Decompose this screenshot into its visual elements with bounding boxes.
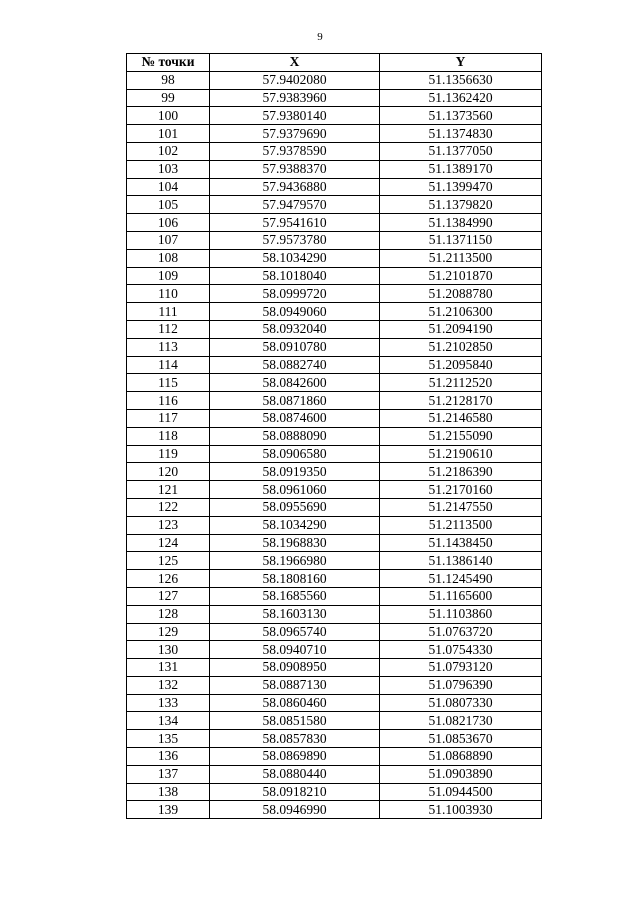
cell-y: 51.0754330 — [380, 641, 542, 659]
table-row — [127, 249, 542, 267]
cell-y: 51.0903890 — [380, 765, 542, 783]
cell-x: 58.0910780 — [210, 338, 380, 356]
table-row — [127, 285, 542, 303]
cell-y: 51.2113500 — [380, 516, 542, 534]
cell-y: 51.1103860 — [380, 605, 542, 623]
table-row — [127, 605, 542, 623]
cell-y: 51.2155090 — [380, 427, 542, 445]
table-row — [127, 267, 542, 285]
cell-point-number: 125 — [127, 552, 210, 570]
table-row — [127, 801, 542, 819]
cell-point-number: 121 — [127, 481, 210, 499]
cell-point-number: 98 — [127, 71, 210, 89]
coordinates-table — [126, 53, 542, 819]
cell-x: 58.0887130 — [210, 676, 380, 694]
table-row — [127, 427, 542, 445]
cell-point-number: 100 — [127, 107, 210, 125]
table-row — [127, 196, 542, 214]
cell-y: 51.1386140 — [380, 552, 542, 570]
cell-y: 51.0796390 — [380, 676, 542, 694]
cell-y: 51.0944500 — [380, 783, 542, 801]
table-row — [127, 765, 542, 783]
cell-y: 51.1377050 — [380, 142, 542, 160]
cell-point-number: 114 — [127, 356, 210, 374]
cell-x: 58.0965740 — [210, 623, 380, 641]
cell-point-number: 134 — [127, 712, 210, 730]
cell-point-number: 124 — [127, 534, 210, 552]
cell-x: 58.0888090 — [210, 427, 380, 445]
table-row — [127, 374, 542, 392]
cell-point-number: 109 — [127, 267, 210, 285]
cell-point-number: 122 — [127, 498, 210, 516]
cell-point-number: 118 — [127, 427, 210, 445]
cell-y: 51.2147550 — [380, 498, 542, 516]
cell-point-number: 139 — [127, 801, 210, 819]
table-row — [127, 89, 542, 107]
cell-point-number: 99 — [127, 89, 210, 107]
cell-point-number: 137 — [127, 765, 210, 783]
header-point-number: № точки — [127, 54, 210, 72]
cell-x: 58.0999720 — [210, 285, 380, 303]
cell-x: 58.0955690 — [210, 498, 380, 516]
table-row — [127, 641, 542, 659]
cell-point-number: 117 — [127, 409, 210, 427]
cell-point-number: 131 — [127, 659, 210, 677]
cell-y: 51.0807330 — [380, 694, 542, 712]
cell-y: 51.0793120 — [380, 659, 542, 677]
table-row — [127, 356, 542, 374]
cell-x: 58.0874600 — [210, 409, 380, 427]
table-row — [127, 659, 542, 677]
cell-y: 51.1165600 — [380, 587, 542, 605]
cell-x: 58.0857830 — [210, 730, 380, 748]
table-row — [127, 445, 542, 463]
cell-point-number: 110 — [127, 285, 210, 303]
table-row — [127, 694, 542, 712]
cell-point-number: 119 — [127, 445, 210, 463]
cell-x: 58.1603130 — [210, 605, 380, 623]
cell-x: 57.9436880 — [210, 178, 380, 196]
table-row — [127, 71, 542, 89]
cell-y: 51.0853670 — [380, 730, 542, 748]
cell-point-number: 116 — [127, 392, 210, 410]
cell-y: 51.2113500 — [380, 249, 542, 267]
cell-point-number: 129 — [127, 623, 210, 641]
cell-point-number: 104 — [127, 178, 210, 196]
cell-x: 58.0842600 — [210, 374, 380, 392]
cell-x: 57.9388370 — [210, 160, 380, 178]
table-row — [127, 178, 542, 196]
cell-point-number: 120 — [127, 463, 210, 481]
table-row — [127, 498, 542, 516]
cell-point-number: 101 — [127, 125, 210, 143]
table-row — [127, 214, 542, 232]
table-row — [127, 534, 542, 552]
header-y: Y — [380, 54, 542, 72]
cell-x: 58.0860460 — [210, 694, 380, 712]
cell-point-number: 132 — [127, 676, 210, 694]
cell-y: 51.2186390 — [380, 463, 542, 481]
cell-x: 58.0882740 — [210, 356, 380, 374]
cell-y: 51.0763720 — [380, 623, 542, 641]
cell-y: 51.2094190 — [380, 320, 542, 338]
table-row — [127, 125, 542, 143]
table-row — [127, 392, 542, 410]
table-row — [127, 712, 542, 730]
cell-y: 51.1003930 — [380, 801, 542, 819]
table-row — [127, 142, 542, 160]
table-row — [127, 623, 542, 641]
header-row — [127, 54, 542, 72]
cell-point-number: 105 — [127, 196, 210, 214]
table-row — [127, 338, 542, 356]
cell-y: 51.2146580 — [380, 409, 542, 427]
table-row — [127, 570, 542, 588]
cell-point-number: 103 — [127, 160, 210, 178]
cell-point-number: 107 — [127, 231, 210, 249]
table-row — [127, 730, 542, 748]
cell-point-number: 126 — [127, 570, 210, 588]
table-row — [127, 409, 542, 427]
cell-y: 51.1373560 — [380, 107, 542, 125]
cell-point-number: 111 — [127, 303, 210, 321]
cell-x: 58.1034290 — [210, 516, 380, 534]
table-row — [127, 552, 542, 570]
cell-x: 58.1018040 — [210, 267, 380, 285]
table-row — [127, 303, 542, 321]
cell-y: 51.1438450 — [380, 534, 542, 552]
cell-x: 58.0949060 — [210, 303, 380, 321]
cell-x: 58.0961060 — [210, 481, 380, 499]
cell-x: 58.1685560 — [210, 587, 380, 605]
cell-y: 51.1356630 — [380, 71, 542, 89]
cell-y: 51.2112520 — [380, 374, 542, 392]
table-row — [127, 676, 542, 694]
cell-point-number: 123 — [127, 516, 210, 534]
cell-y: 51.2106300 — [380, 303, 542, 321]
cell-x: 58.0946990 — [210, 801, 380, 819]
cell-point-number: 133 — [127, 694, 210, 712]
table-row — [127, 516, 542, 534]
cell-point-number: 130 — [127, 641, 210, 659]
cell-y: 51.2102850 — [380, 338, 542, 356]
cell-x: 57.9380140 — [210, 107, 380, 125]
cell-x: 57.9379690 — [210, 125, 380, 143]
cell-y: 51.0821730 — [380, 712, 542, 730]
header-x: X — [210, 54, 380, 72]
cell-point-number: 136 — [127, 748, 210, 766]
cell-point-number: 112 — [127, 320, 210, 338]
cell-y: 51.1399470 — [380, 178, 542, 196]
page-number: 9 — [317, 31, 323, 43]
table-row — [127, 481, 542, 499]
cell-x: 58.0918210 — [210, 783, 380, 801]
cell-point-number: 115 — [127, 374, 210, 392]
table-row — [127, 463, 542, 481]
cell-y: 51.1374830 — [380, 125, 542, 143]
cell-point-number: 106 — [127, 214, 210, 232]
table-row — [127, 160, 542, 178]
cell-x: 58.1808160 — [210, 570, 380, 588]
cell-x: 58.0908950 — [210, 659, 380, 677]
cell-x: 57.9573780 — [210, 231, 380, 249]
cell-y: 51.1384990 — [380, 214, 542, 232]
cell-y: 51.1371150 — [380, 231, 542, 249]
cell-x: 58.0940710 — [210, 641, 380, 659]
cell-x: 57.9378590 — [210, 142, 380, 160]
cell-y: 51.0868890 — [380, 748, 542, 766]
table-body — [127, 71, 542, 818]
cell-point-number: 135 — [127, 730, 210, 748]
cell-y: 51.2128170 — [380, 392, 542, 410]
cell-point-number: 113 — [127, 338, 210, 356]
cell-x: 58.0880440 — [210, 765, 380, 783]
cell-y: 51.2190610 — [380, 445, 542, 463]
cell-point-number: 128 — [127, 605, 210, 623]
cell-x: 57.9402080 — [210, 71, 380, 89]
table-row — [127, 107, 542, 125]
cell-x: 57.9541610 — [210, 214, 380, 232]
cell-x: 58.0851580 — [210, 712, 380, 730]
cell-x: 58.0932040 — [210, 320, 380, 338]
table-row — [127, 587, 542, 605]
cell-point-number: 102 — [127, 142, 210, 160]
table-row — [127, 231, 542, 249]
table-row — [127, 783, 542, 801]
cell-x: 58.0919350 — [210, 463, 380, 481]
cell-point-number: 108 — [127, 249, 210, 267]
cell-y: 51.1379820 — [380, 196, 542, 214]
cell-y: 51.1245490 — [380, 570, 542, 588]
table-header — [127, 54, 542, 72]
cell-y: 51.2101870 — [380, 267, 542, 285]
table-row — [127, 748, 542, 766]
cell-x: 57.9479570 — [210, 196, 380, 214]
cell-point-number: 138 — [127, 783, 210, 801]
cell-x: 58.0869890 — [210, 748, 380, 766]
table-row — [127, 320, 542, 338]
cell-y: 51.1362420 — [380, 89, 542, 107]
cell-x: 58.0871860 — [210, 392, 380, 410]
cell-y: 51.2095840 — [380, 356, 542, 374]
cell-point-number: 127 — [127, 587, 210, 605]
cell-x: 57.9383960 — [210, 89, 380, 107]
cell-x: 58.1966980 — [210, 552, 380, 570]
cell-y: 51.1389170 — [380, 160, 542, 178]
cell-y: 51.2088780 — [380, 285, 542, 303]
cell-y: 51.2170160 — [380, 481, 542, 499]
cell-x: 58.1034290 — [210, 249, 380, 267]
cell-x: 58.1968830 — [210, 534, 380, 552]
cell-x: 58.0906580 — [210, 445, 380, 463]
